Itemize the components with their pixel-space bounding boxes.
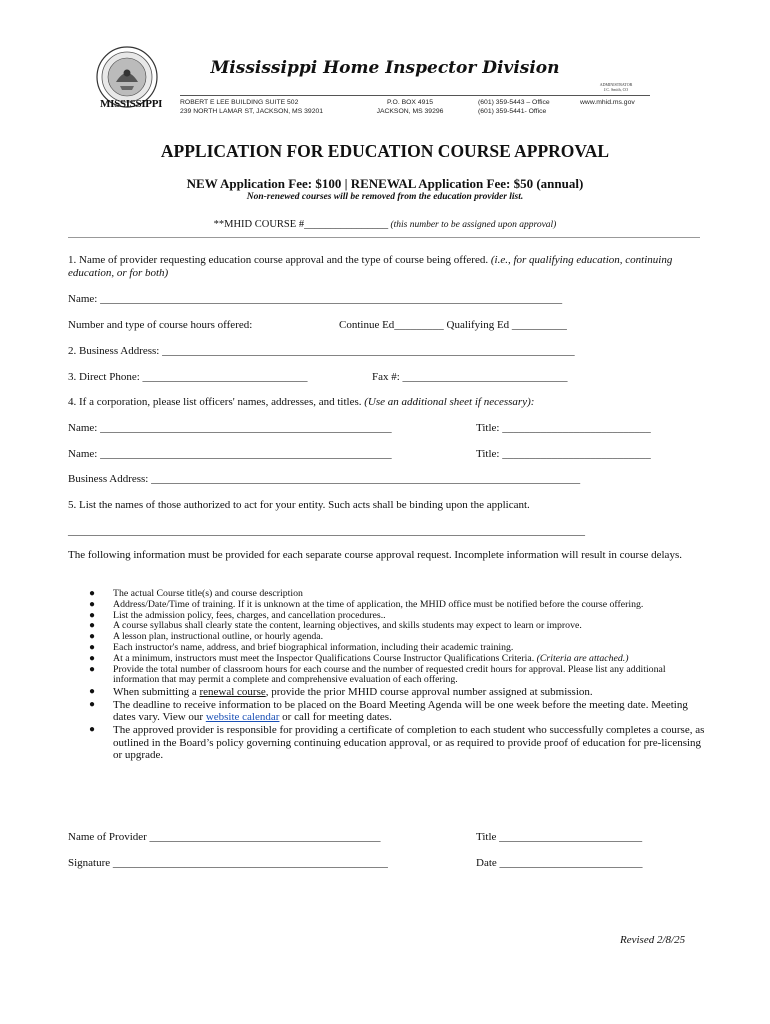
- section-divider: [68, 237, 700, 238]
- question-1-note: (i.e., for qualifying education, continuing education, or for both): [68, 254, 673, 279]
- provider-title-field[interactable]: Title __________________________: [476, 831, 643, 843]
- officer-name-field[interactable]: Name: _____________________________________________________: [68, 422, 392, 434]
- requirements-intro: The following information must be provided for each separate course approval request. Incomplete information will result in course delays.: [68, 549, 682, 561]
- signature-field[interactable]: Signature __________________________________________________: [68, 857, 388, 869]
- list-item: ● Each instructor's name, address, and brief biographical information, including their academic training.: [89, 641, 514, 653]
- bullet-icon: ●: [89, 598, 96, 610]
- bullet-icon: ●: [89, 641, 96, 653]
- authorized-names-field[interactable]: ______________________________________________________________________________________________: [68, 525, 585, 537]
- question-4-note: (Use an additional sheet if necessary):: [364, 396, 535, 408]
- address-line-2: 239 NORTH LAMAR ST, JACKSON, MS 39201: [180, 108, 324, 115]
- website-calendar-link[interactable]: website calendar: [205, 711, 280, 724]
- nonrenewed-notice: Non-renewed courses will be removed from the education provider list.: [246, 192, 524, 202]
- question-5: 5. List the names of those authorized to act for your entity. Such acts shall be binding upon the applicant.: [68, 499, 530, 511]
- direct-phone-field[interactable]: 3. Direct Phone: ______________________________: [68, 371, 308, 383]
- list-item: ● When submitting a renewal course, provide the prior MHID course approval number assigned at submission.: [89, 686, 593, 699]
- officer-name-field-2[interactable]: Name: _____________________________________________________: [68, 448, 392, 460]
- course-hours-fields[interactable]: Continue Ed_________ Qualifying Ed __________: [339, 319, 567, 331]
- list-item: ● A course syllabus shall clearly state the content, learning objectives, and skills students may expect to learn or improve.: [89, 620, 582, 632]
- administrator-name: J.C. Smith, CO: [603, 87, 629, 92]
- seal-caption: MISSISSIPPI: [100, 98, 163, 110]
- street-address: [180, 98, 323, 116]
- list-item: ● Provide the total number of classroom hours for each course and the number of requested credit hours for approval. Please list any additional information that may permit a complete and comprehensive evaluation of each offering.: [89, 663, 666, 686]
- phone-office-2: (601) 359-5441- Office: [478, 108, 547, 115]
- officer-title-field-2[interactable]: Title: ___________________________: [476, 448, 651, 460]
- administrator-label: ADMINISTRATOR: [599, 82, 633, 87]
- fax-field[interactable]: Fax #: ______________________________: [372, 371, 568, 383]
- page-title: APPLICATION FOR EDUCATION COURSE APPROVAL: [160, 141, 610, 161]
- address-line-1: ROBERT E LEE BUILDING SUITE 502: [180, 99, 299, 106]
- mhid-course-number-line: [0, 219, 770, 230]
- po-box-address: [370, 98, 450, 116]
- officer-business-address-field[interactable]: Business Address: ______________________________________________________________________________: [68, 473, 581, 485]
- requirements-list: [86, 589, 706, 762]
- list-item: ● List the admission policy, fees, charges, and cancellation procedures..: [89, 609, 386, 621]
- website-link[interactable]: www.mhid.ms.gov: [580, 99, 635, 106]
- question-1: [68, 254, 698, 280]
- division-title: Mississippi Home Inspector Division: [210, 58, 560, 78]
- fee-line: NEW Application Fee: $100 | RENEWAL Application Fee: $50 (annual): [186, 176, 584, 191]
- bullet-icon: ●: [89, 609, 96, 621]
- bullet-icon: ●: [89, 588, 96, 599]
- bullet-icon: ●: [89, 723, 96, 735]
- list-item: ● A lesson plan, instructional outline, or hourly agenda.: [89, 631, 324, 643]
- question-1-text: 1. Name of provider requesting education course approval and the type of course being offered.: [68, 254, 491, 266]
- bullet-icon: ●: [89, 686, 96, 698]
- list-item: ● At a minimum, instructors must meet the Inspector Qualifications Course Instructor Qualifications Criteria. (Criteria are attached.): [89, 652, 629, 664]
- list-item: ● The actual Course title(s) and course description: [89, 588, 303, 599]
- po-line-2: JACKSON, MS 39296: [376, 108, 444, 115]
- bullet-icon: ●: [89, 620, 96, 632]
- bullet-icon: ●: [89, 652, 96, 664]
- question-4-text: 4. If a corporation, please list officers' names, addresses, and titles.: [68, 396, 365, 408]
- provider-name-signature-field[interactable]: Name of Provider __________________________________________: [68, 831, 381, 843]
- bullet-icon: ●: [89, 698, 96, 710]
- date-field[interactable]: Date __________________________: [476, 857, 643, 869]
- header-divider: [180, 95, 650, 96]
- mhid-course-label[interactable]: **MHID COURSE #________________: [213, 219, 389, 230]
- mhid-course-note: (this number to be assigned upon approval): [388, 220, 557, 230]
- officer-title-field[interactable]: Title: ___________________________: [476, 422, 651, 434]
- revision-date: Revised 2/8/25: [620, 934, 686, 946]
- phone-office-1: (601) 359-5443 – Office: [478, 99, 550, 106]
- po-line-1: P.O. BOX 4915: [387, 99, 433, 106]
- list-item: ● The deadline to receive information to be placed on the Board Meeting Agenda will be one week before the meeting date. Meeting dates vary. View our website calendar or call for meeting dates.: [89, 698, 688, 724]
- list-item: ● The approved provider is responsible for providing a certificate of completion to each student who successfully completes a course, as outlined in the Board’s policy governing continuing education approval, or as required to provide proof of education for pre-licensing or upgrade.: [89, 723, 705, 762]
- renewal-course-text: renewal course: [199, 686, 266, 699]
- bullet-icon: ●: [89, 631, 96, 643]
- provider-name-field[interactable]: Name: ____________________________________________________________________________________: [68, 293, 563, 305]
- administrator-block: [586, 82, 646, 92]
- list-item: ● Address/Date/Time of training. If it is unknown at the time of application, the MHID office must be notified before the course offering.: [89, 598, 644, 610]
- phone-block: [478, 98, 550, 116]
- course-hours-label: Number and type of course hours offered:: [68, 319, 253, 331]
- bullet-icon: ●: [89, 663, 96, 675]
- business-address-field[interactable]: 2. Business Address: ___________________________________________________________________________: [68, 345, 575, 357]
- question-4: [68, 396, 534, 409]
